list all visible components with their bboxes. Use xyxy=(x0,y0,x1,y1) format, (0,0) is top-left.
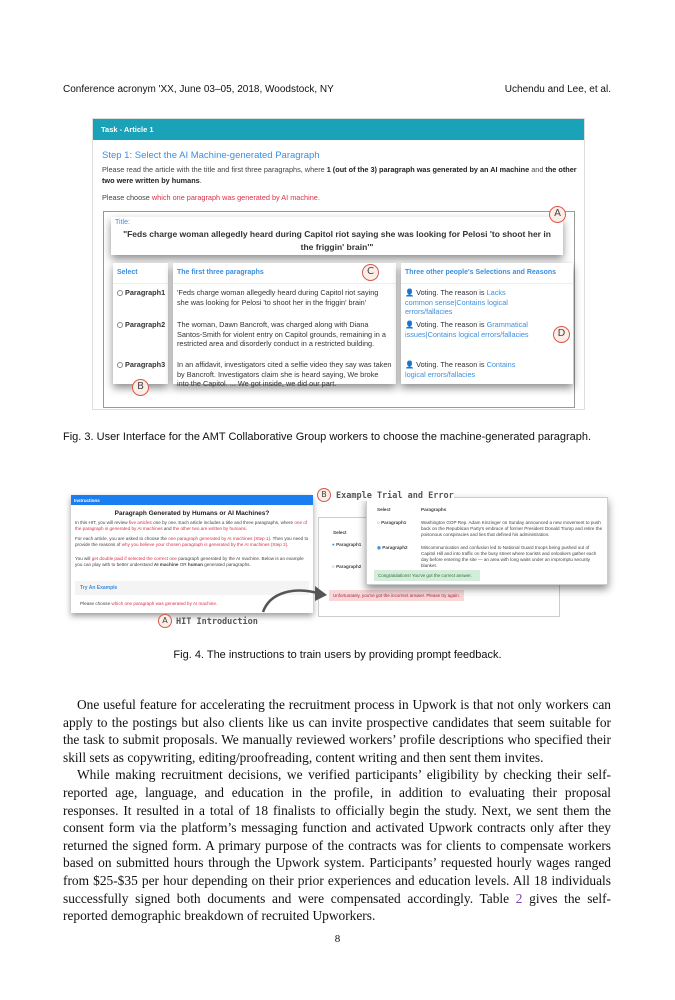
instructions-p3: You will get double paid if selected the correct one paragraph generated by the AI machine. Below is an example you can play with to better understand AI machine OR human generated paragraphs. xyxy=(75,556,304,567)
paragraph-text: In an affidavit, investigators cited a selfie video they say was taken by Bancroft. Investigators claim she is heard saying, We broke into the Capitol. ... We got inside, we did our part. xyxy=(177,360,392,388)
paragraph-text: 'Feds charge woman allegedly heard during Capitol riot saying she was looking for Pelosi 'to shoot her in the friggin' brain' xyxy=(177,288,379,307)
paragraphs-column xyxy=(173,263,396,388)
figure-3-caption: Fig. 3. User Interface for the AMT Collaborative Group workers to choose the machine-generated paragraph. xyxy=(63,431,592,443)
figure-4-caption: Fig. 4. The instructions to train users by providing prompt feedback. xyxy=(173,649,502,661)
reason-row: 👤 Voting. The reason is Contains logical errors/fallacies xyxy=(405,360,516,379)
label-hit-introduction: HIT Introduction xyxy=(176,617,258,627)
arrow-icon xyxy=(255,580,335,615)
table-reference-link[interactable]: 2 xyxy=(515,890,523,906)
instructions-p1: In this HIT, you will review five articles one by one. Each article includes a title and three paragraphs, where one of the paragraph is generated by AI machines and the other two are written by humans. xyxy=(75,520,308,531)
radio-paragraph2[interactable]: Paragraph2 xyxy=(117,320,165,330)
reason-row: 👤 Voting. The reason is Grammatical issues|Contains logical errors/fallacies xyxy=(405,320,529,339)
running-header-left: Conference acronym 'XX, June 03–05, 2018, Woodstock, NY xyxy=(63,84,334,95)
user-icon: 👤 xyxy=(405,320,415,329)
incorrect-alert: Unfortunately, you've got the incorrect answer. Please try again. xyxy=(329,590,464,601)
paragraph-text: The woman, Dawn Bancroft, was charged along with Diana Santos-Smith for violent entry on Capitol grounds, remaining in a restricted area and disorderly conduct in a restricted building. xyxy=(177,320,386,348)
front-paragraph2-text: Miscommunication and confusion led to National Guard troops being pushed out of Capitol Hill and into traffic on the busy street where tourists and onlookers gather each day before entering the site — an area with long waits under an impromptu security blanket. xyxy=(421,545,597,568)
col-select-header: Select xyxy=(117,269,138,276)
label-b-marker: B xyxy=(317,488,331,502)
select-column xyxy=(113,263,168,384)
label-a-marker: A xyxy=(158,614,172,628)
page-number: 8 xyxy=(334,933,341,945)
paragraph: While making recruitment decisions, we verified participants’ eligibility by checking their self-reported age, language, and education in the profile, in addition to evaluating their proposal responses. It resulted in a total of 18 finalists to officially begin the study. Next, we sent them the consent form via the platform’s messaging function and activated Upwork contracts only after they returned the signed form. A primary purpose of the contracts was for clients to compensate workers based on submitted hours through the Upwork system. Participants’ requested hourly wages ranged from $25-$35 per hour depending on their prior experiences and education levels. All 18 individuals successfully signed both documents and were compensated accordingly. Table 2 gives the self-reported demographic breakdown of recruited Upworkers. xyxy=(63,767,611,924)
reason-link[interactable]: Lacks common sense|Contains logical errors/fallacies xyxy=(405,288,508,316)
user-icon: 👤 xyxy=(405,288,415,297)
back-select-header: Select xyxy=(333,530,347,535)
choose-instruction: Please choose which one paragraph was generated by AI machine. xyxy=(102,193,320,202)
instructions-choose: Please choose which one paragraph was generated by AI machine. xyxy=(80,601,218,606)
front-radio-paragraph1[interactable]: ○ Paragraph1 xyxy=(377,520,407,525)
example-front-panel xyxy=(366,497,608,585)
title-label: Title: xyxy=(115,219,130,226)
instructions-p2: For each article, you are asked to choose the one paragraph generated by AI machines (Step 1). Then you need to provide the reasons of why you believe your chosen paragraph is generated by the AI machines (Step 2). xyxy=(75,536,309,547)
marker-c: C xyxy=(362,264,379,281)
radio-paragraph1[interactable]: Paragraph1 xyxy=(117,288,165,298)
user-icon: 👤 xyxy=(405,360,415,369)
col-paragraphs-header: The first three paragraphs xyxy=(177,269,264,276)
radio-paragraph3[interactable]: Paragraph3 xyxy=(117,360,165,370)
col-reasons-header: Three other people's Selections and Reasons xyxy=(405,269,557,276)
reason-link[interactable]: Contains logical errors/fallacies xyxy=(405,360,516,379)
front-paragraphs-header: Paragraphs xyxy=(421,507,447,512)
marker-b: B xyxy=(132,379,149,396)
label-example-trial: Example Trial and Error xyxy=(336,491,454,501)
try-example-button[interactable]: Try An Example xyxy=(75,581,309,595)
front-select-header: Select xyxy=(377,507,391,512)
reason-link[interactable]: Grammatical issues|Contains logical errors/fallacies xyxy=(405,320,529,339)
step-title: Step 1: Select the AI Machine-generated Paragraph xyxy=(102,150,320,161)
article-title: "Feds charge woman allegedly heard during Capitol riot saying she was looking for Pelosi 'to shoot her in the friggin' brain'" xyxy=(123,229,551,252)
instructions-title: Paragraph Generated by Humans or AI Machines? xyxy=(114,510,270,517)
front-radio-paragraph2[interactable]: ◉ Paragraph2 xyxy=(377,545,408,550)
running-header-right: Uchendu and Lee, et al. xyxy=(504,84,611,95)
paragraph: One useful feature for accelerating the recruitment process in Upwork is that not only workers can apply to the postings but also clients like us can invite prospective candidates that seem suitable for the task to submit proposals. We manually reviewed workers’ profile descriptions who specified their skill sets as copywriting, editing/proofreading, content writing and then sent them invites. xyxy=(63,697,611,765)
marker-a: A xyxy=(549,206,566,223)
back-radio-paragraph1[interactable]: ● Paragraph1 xyxy=(332,542,362,547)
front-paragraph1-text: Washington GOP Rep. Adam Kinzinger on Sunday announced a new movement to push back on the Republican Party's embrace of former President Donald Trump and retire the poisonous conspiracies and lies that defined his administration. xyxy=(421,520,603,537)
reasons-column xyxy=(401,263,573,384)
step-description: Please read the article with the title and first three paragraphs, where 1 (out of the 3) paragraph was generated by an AI machine and the other two were written by humans. xyxy=(102,165,577,185)
back-radio-paragraph2[interactable]: ○ Paragraph2 xyxy=(332,564,362,569)
instructions-bar: Instructions xyxy=(71,495,313,505)
figure-3 xyxy=(92,118,585,410)
reason-row: 👤 Voting. The reason is Lacks common sense|Contains logical errors/fallacies xyxy=(405,288,508,316)
marker-d: D xyxy=(553,326,570,343)
task-header-bar: Task - Article 1 xyxy=(93,119,584,140)
body-text xyxy=(63,696,611,925)
correct-alert: Congratulations! You've got the correct answer. xyxy=(374,570,480,581)
title-card xyxy=(111,217,563,255)
